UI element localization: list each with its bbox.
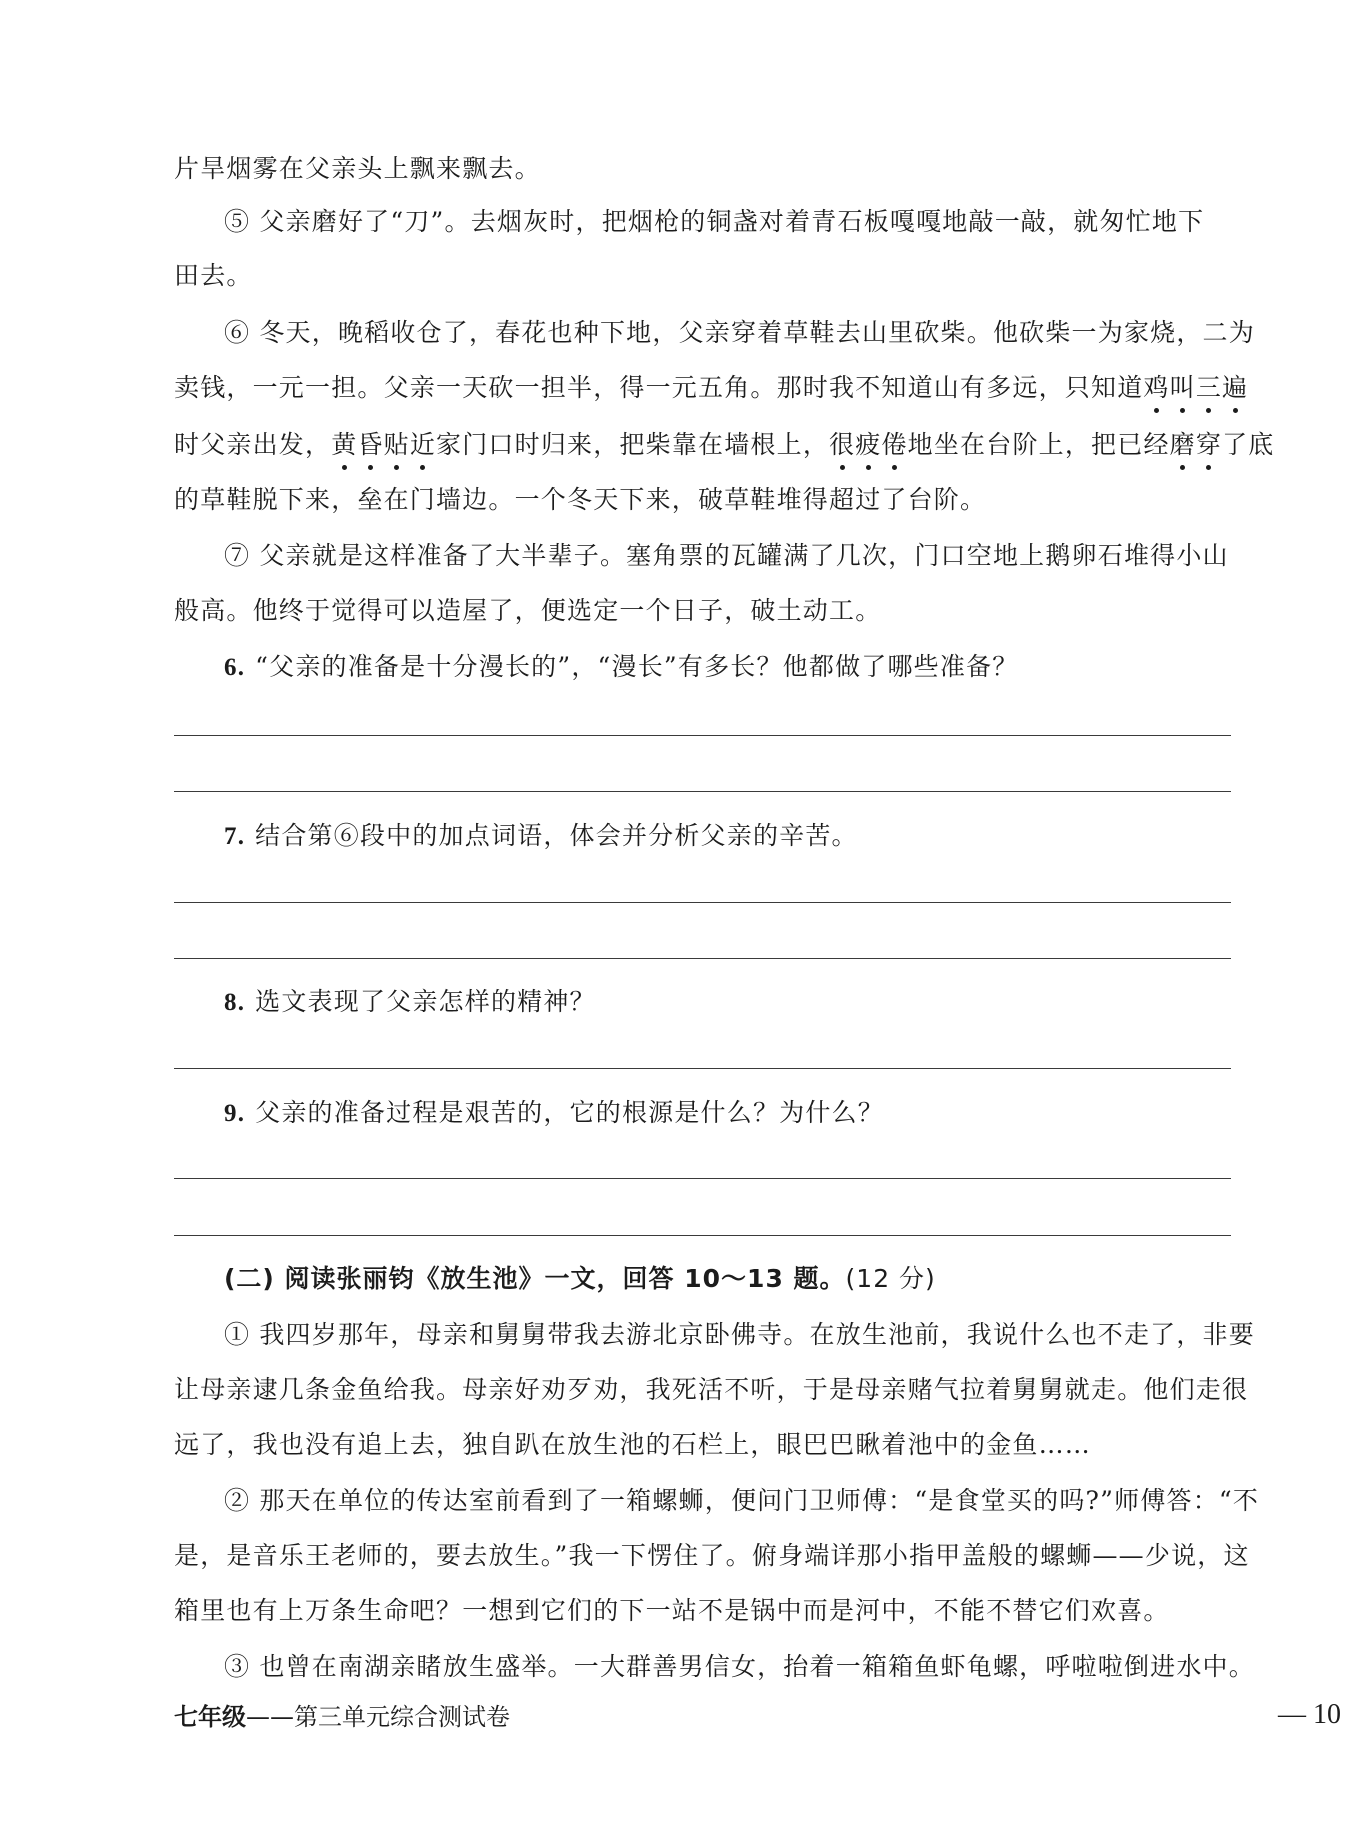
- passage-2-paragraph-3-line-1: ③ 也曾在南湖亲睹放生盛举。一大群善男信女，抬着一箱箱鱼虾龟螺，呼啦啦倒进水中。: [224, 1652, 1255, 1681]
- question-7: [224, 819, 858, 854]
- question-number: 7.: [224, 823, 246, 850]
- emphasis-dot-char: 昏: [357, 428, 383, 462]
- answer-line[interactable]: [174, 1235, 1231, 1236]
- paragraph-6-line-4: 的草鞋脱下来，垒在门墙边。一个冬天下来，破草鞋堆得超过了台阶。: [174, 485, 987, 514]
- answer-line[interactable]: [174, 791, 1231, 792]
- question-text: 父亲的准备过程是艰苦的，它的根源是什么？为什么？: [255, 1098, 884, 1127]
- emphasis-dot-char: 疲: [855, 428, 881, 462]
- emphasis-dot-char: 磨: [1170, 428, 1196, 462]
- text-run: 地坐在台阶上，把已经: [907, 430, 1170, 459]
- text-run: 时父亲出发，: [174, 430, 332, 459]
- emphasis-dot-char: 近: [410, 428, 436, 462]
- question-number: 6.: [224, 654, 246, 681]
- answer-line[interactable]: [174, 735, 1231, 736]
- paragraph-5-line-2: 田去。: [174, 261, 253, 290]
- passage-2-paragraph-1-line-2: 让母亲逮几条金鱼给我。母亲好劝歹劝，我死活不听，于是母亲赌气拉着舅舅就走。他们走很: [174, 1375, 1249, 1404]
- question-8: [224, 985, 596, 1020]
- emphasis-dot-char: 三: [1196, 371, 1222, 405]
- paragraph-line: 片旱烟雾在父亲头上飘来飘去。: [174, 154, 541, 183]
- dotted-word-huang-hun-tie-jin: [331, 430, 436, 459]
- footer-grade: 七年级: [174, 1703, 246, 1731]
- emphasis-dot-char: 黄: [331, 428, 357, 462]
- answer-line[interactable]: [174, 958, 1231, 959]
- emphasis-dot-char: 穿: [1196, 428, 1222, 462]
- section-2-heading: [224, 1262, 936, 1296]
- section-points: (12 分): [845, 1264, 936, 1293]
- footer-title: [174, 1702, 510, 1732]
- footer-test-name: ——第三单元综合测试卷: [246, 1703, 510, 1731]
- question-text: 选文表现了父亲怎样的精神？: [255, 987, 596, 1016]
- dotted-word-ji-jiao-san-bian: [1143, 373, 1248, 402]
- emphasis-dot-char: 鸡: [1143, 371, 1169, 405]
- text-run: 了底: [1222, 430, 1275, 459]
- dotted-word-mo-chuan: [1170, 430, 1222, 459]
- answer-line[interactable]: [174, 902, 1231, 903]
- emphasis-dot-char: 遍: [1222, 371, 1248, 405]
- passage-2-paragraph-1-line-3: 远了，我也没有追上去，独自趴在放生池的石栏上，眼巴巴瞅着池中的金鱼……: [174, 1430, 1092, 1459]
- emphasis-dot-char: 叫: [1170, 371, 1196, 405]
- emphasis-dot-char: 很: [829, 428, 855, 462]
- paragraph-6-line-3: [174, 428, 1274, 462]
- passage-2-paragraph-1-line-1: ① 我四岁那年，母亲和舅舅带我去游北京卧佛寺。在放生池前，我说什么也不走了，非要: [224, 1320, 1255, 1349]
- question-6: [224, 650, 1018, 685]
- answer-line[interactable]: [174, 1178, 1231, 1179]
- question-number: 9.: [224, 1100, 246, 1127]
- passage-2-paragraph-2-line-1: ② 那天在单位的传达室前看到了一箱螺蛳，便问门卫师傅：“是食堂买的吗?”师傅答：“不: [224, 1486, 1260, 1515]
- question-number: 8.: [224, 989, 246, 1016]
- paragraph-7-line-1: ⑦ 父亲就是这样准备了大半辈子。塞角票的瓦罐满了几次，门口空地上鹅卵石堆得小山: [224, 541, 1229, 570]
- paragraph-7-line-2: 般高。他终于觉得可以造屋了，便选定一个日子，破土动工。: [174, 596, 882, 625]
- text-run: 家门口时归来，把柴靠在墙根上，: [436, 430, 830, 459]
- question-text: 结合第⑥段中的加点词语，体会并分析父亲的辛苦。: [255, 821, 858, 850]
- answer-line[interactable]: [174, 1068, 1231, 1069]
- question-text: “父亲的准备是十分漫长的”，“漫长”有多长？他都做了哪些准备？: [255, 652, 1019, 681]
- passage-2-paragraph-2-line-3: 箱里也有上万条生命吧？一想到它们的下一站不是锅中而是河中，不能不替它们欢喜。: [174, 1596, 1170, 1625]
- dotted-word-hen-pi-juan: [829, 430, 908, 459]
- question-9: [224, 1096, 884, 1131]
- page-number: — 10: [1278, 1699, 1341, 1730]
- text-run: 卖钱，一元一担。父亲一天砍一担半，得一元五角。那时我不知道山有多远，只知道: [174, 373, 1144, 402]
- emphasis-dot-char: 贴: [384, 428, 410, 462]
- paragraph-6-line-2: [174, 371, 1248, 405]
- emphasis-dot-char: 倦: [881, 428, 907, 462]
- passage-2-paragraph-2-line-2: 是，是音乐王老师的，要去放生。”我一下愣住了。俯身端详那小指甲盖般的螺蛳——少说，这: [174, 1541, 1250, 1570]
- section-heading-text: (二) 阅读张丽钧《放生池》一文，回答 10～13 题。: [224, 1264, 846, 1293]
- paragraph-5-line-1: ⑤ 父亲磨好了“刀”。去烟灰时，把烟枪的铜盏对着青石板嘎嘎地敲一敲，就匆忙地下: [224, 207, 1205, 236]
- paragraph-6-line-1: ⑥ 冬天，晚稻收仓了，春花也种下地，父亲穿着草鞋去山里砍柴。他砍柴一为家烧，二为: [224, 318, 1255, 347]
